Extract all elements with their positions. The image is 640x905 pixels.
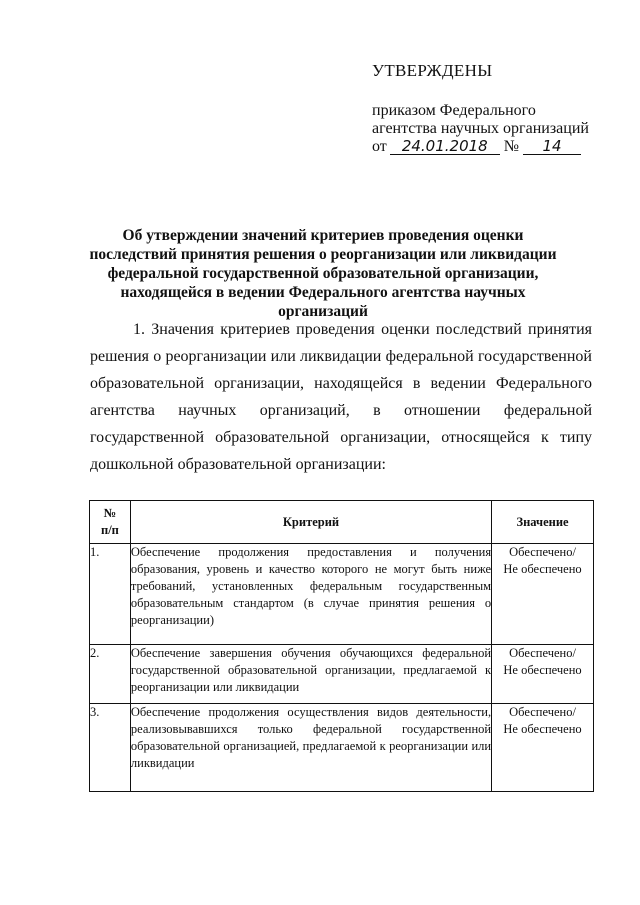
table-row	[90, 544, 594, 645]
value-option-yes: Обеспечено/	[509, 545, 576, 559]
date-prefix: от	[372, 138, 387, 155]
handwritten-number: 14	[523, 138, 581, 155]
document-title: Об утверждении значений критериев проведения оценки последствий принятия решения о реорганизации или ликвидации федеральной государственной образовательной организации, находящейся в ведении Федерального агентства научных организаций	[89, 227, 557, 320]
header-number-sign: №	[103, 506, 117, 520]
row-value	[492, 704, 594, 792]
approval-block	[372, 62, 632, 156]
paragraph-text: 1. Значения критериев проведения оценки последствий принятия решения о реорганизации или ликвидации федеральной государственной образовательной организации, находящейся в ведении Федерального агентства научных организаций, в отношении федеральной государственной образовательной организации, относящейся к типу дошкольной образовательной организации:	[90, 321, 592, 473]
row-value	[492, 544, 594, 645]
table-row	[90, 704, 594, 792]
handwritten-date: 24.01.2018	[390, 138, 500, 155]
header-value: Значение	[492, 501, 594, 544]
table-row	[90, 645, 594, 704]
row-number: 1.	[90, 544, 131, 645]
approval-order-line: приказом Федерального	[372, 102, 536, 119]
value-option-no: Не обеспечено	[503, 663, 582, 677]
row-number: 3.	[90, 704, 131, 792]
value-option-no: Не обеспечено	[503, 722, 582, 736]
header-criterion: Критерий	[130, 501, 491, 544]
table-header-row	[90, 501, 594, 544]
header-number-label: п/п	[101, 523, 119, 537]
value-option-yes: Обеспечено/	[509, 646, 576, 660]
criteria-table	[89, 500, 594, 792]
body-paragraph	[90, 316, 592, 478]
value-option-yes: Обеспечено/	[509, 705, 576, 719]
approval-date-line	[372, 138, 632, 156]
row-number: 2.	[90, 645, 131, 704]
header-number	[90, 501, 131, 544]
row-criterion: Обеспечение завершения обучения обучающихся федеральной государственной образовательной организации, предлагаемой к реорганизации или ликвидации	[130, 645, 491, 704]
approval-agency-line: агентства научных организаций	[372, 120, 589, 137]
number-prefix: №	[503, 138, 520, 155]
row-criterion: Обеспечение продолжения осуществления видов деятельности, реализовывавшихся только федеральной государственной образовательной организацией, предлагаемой к реорганизации или ликвидации	[130, 704, 491, 792]
approval-heading: УТВЕРЖДЕНЫ	[372, 61, 493, 80]
row-criterion: Обеспечение продолжения предоставления и получения образования, уровень и качество которого не могут быть ниже требований, установленных федеральным государственным образовательным стандартом (в случае принятия решения о реорганизации)	[130, 544, 491, 645]
row-value	[492, 645, 594, 704]
value-option-no: Не обеспечено	[503, 562, 582, 576]
